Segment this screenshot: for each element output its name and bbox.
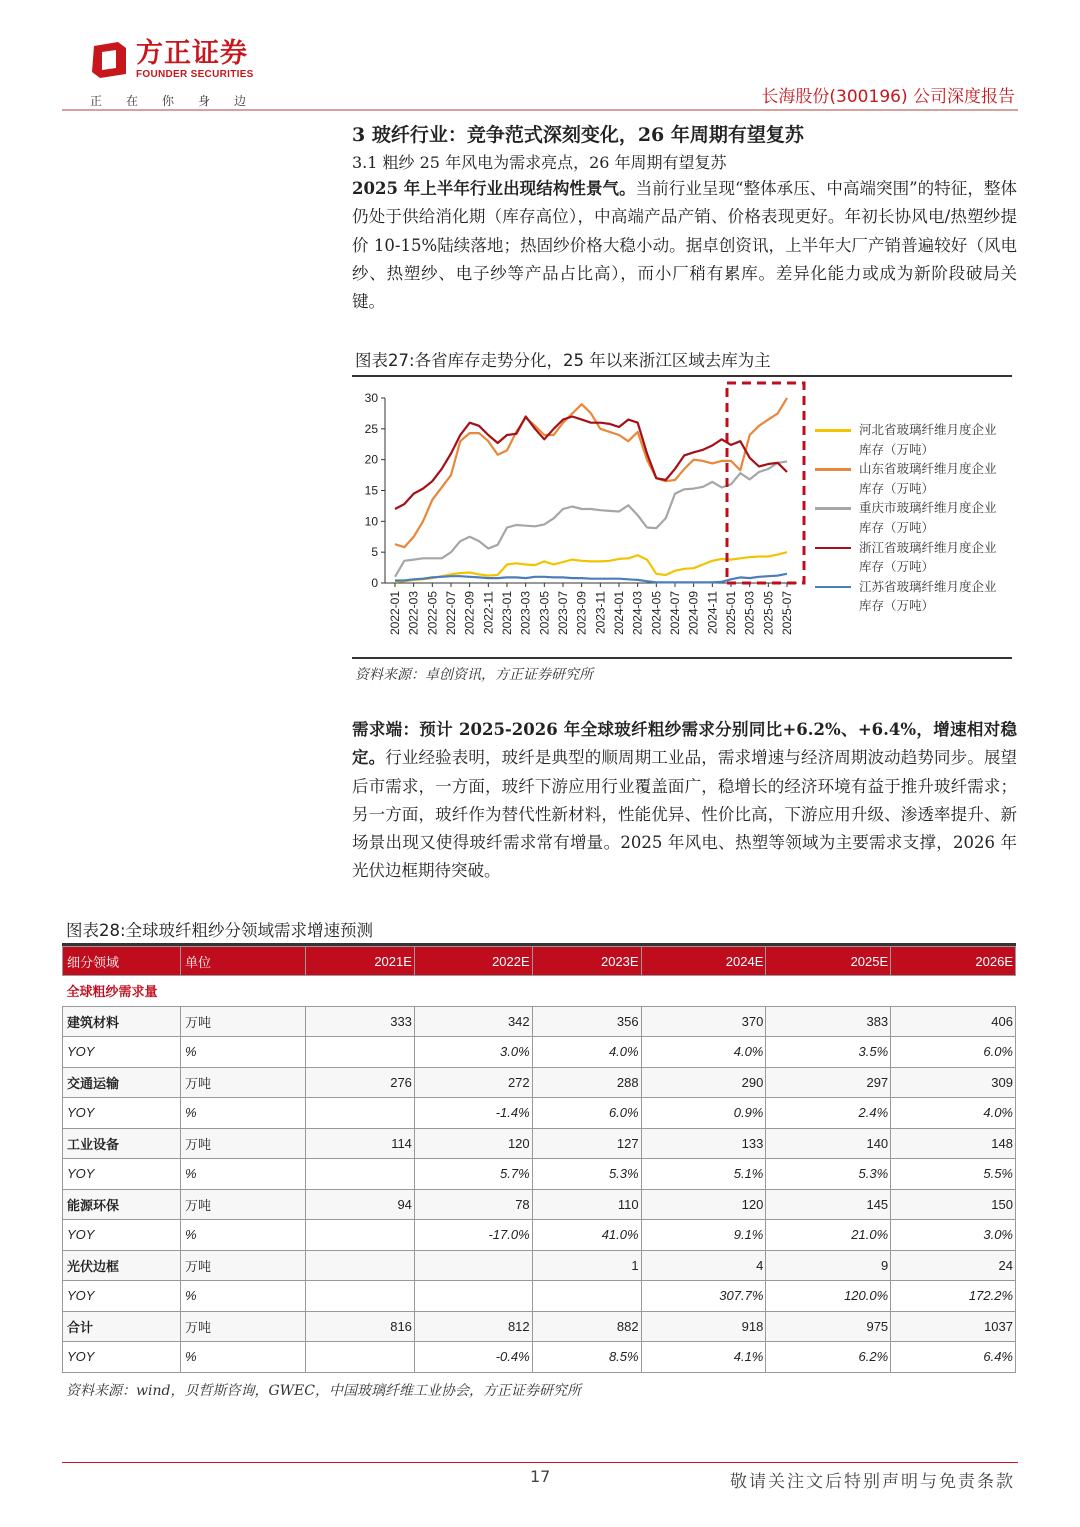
value-cell: 882	[532, 1311, 641, 1342]
value-cell: 342	[414, 1006, 532, 1037]
y-tick-label: 10	[364, 514, 378, 529]
value-cell: 1037	[891, 1311, 1016, 1342]
legend-item	[815, 498, 1005, 537]
legend-label: 浙江省玻璃纤维月度企业库存（万吨）	[859, 539, 997, 575]
legend-item	[815, 459, 1005, 498]
row-label: 光伏边框	[63, 1250, 181, 1281]
table-28-source: 资料来源：wind，贝哲斯咨询，GWEC，中国玻璃纤维工业协会，方正证券研究所	[66, 1383, 581, 1399]
value-cell: 120	[641, 1189, 766, 1220]
row-label: YOY	[63, 1159, 181, 1190]
value-cell: 120.0%	[766, 1281, 891, 1312]
value-cell: 288	[532, 1067, 641, 1098]
column-header: 2023E	[532, 947, 641, 976]
x-tick-label: 2024-03	[630, 591, 645, 636]
x-tick-label: 2022-05	[425, 591, 440, 636]
table-row	[63, 1281, 1016, 1312]
chart-legend	[815, 420, 1005, 616]
paragraph-2-body: 行业经验表明，玻纤是典型的顺周期工业品，需求增速与经济周期波动趋势同步。展望后市需求，一方面，玻纤下游应用行业覆盖面广，稳增长的经济环境有益于推升玻纤需求；另一方面，玻纤作为替代性新材料，性能优异、性价比高，下游应用升级、渗透率提升、新场景出现又使得玻纤需求常有增量。2025 年风电、热塑等领域为主要需求支撑，2026 年光伏边框期待突破。	[352, 748, 1018, 881]
table-row	[63, 1037, 1016, 1068]
column-header: 2021E	[306, 947, 415, 976]
x-tick-label: 2025-05	[761, 591, 776, 636]
x-tick-label: 2024-07	[668, 591, 682, 636]
value-cell: 21.0%	[766, 1220, 891, 1251]
legend-label: 重庆市玻璃纤维月度企业库存（万吨）	[859, 500, 997, 535]
value-cell: 5.3%	[532, 1159, 641, 1190]
x-tick-label: 2023-03	[518, 591, 533, 636]
x-tick-label: 2024-09	[686, 591, 701, 636]
value-cell: 114	[306, 1128, 415, 1159]
value-cell: 94	[306, 1189, 415, 1220]
logo-cn: 方正证券	[136, 37, 248, 69]
column-header: 2024E	[641, 947, 766, 976]
table-header-row	[63, 947, 1016, 976]
value-cell	[414, 1281, 532, 1312]
x-tick-label: 2022-07	[444, 591, 458, 636]
section-label: 全球粗纱需求量	[63, 976, 1016, 1007]
figure-27-title: 图表27:各省库存走势分化，25 年以来浙江区域去库为主	[355, 351, 771, 370]
row-label: YOY	[63, 1037, 181, 1068]
value-cell	[532, 1281, 641, 1312]
report-title: 长海股份(300196) 公司深度报告	[761, 87, 1015, 107]
value-cell: 383	[766, 1006, 891, 1037]
x-tick-label: 2022-03	[406, 591, 421, 636]
legend-label: 江苏省玻璃纤维月度企业库存（万吨）	[859, 578, 997, 614]
value-cell: 276	[306, 1067, 415, 1098]
value-cell: 4.1%	[641, 1342, 766, 1373]
table-row	[63, 1006, 1016, 1037]
table-row	[63, 1220, 1016, 1251]
row-label: YOY	[63, 1281, 181, 1312]
value-cell: 41.0%	[532, 1220, 641, 1251]
table-row	[63, 1250, 1016, 1281]
x-tick-label: 2023-07	[556, 591, 570, 636]
unit-cell: 万吨	[181, 1250, 306, 1281]
value-cell: 0.9%	[641, 1098, 766, 1129]
column-header: 细分领域	[63, 947, 181, 976]
x-tick-label: 2025-01	[724, 591, 738, 636]
header-divider	[62, 109, 1018, 111]
row-label: YOY	[63, 1098, 181, 1129]
figure-27-source: 资料来源：卓创资讯，方正证券研究所	[355, 667, 593, 683]
value-cell: 975	[766, 1311, 891, 1342]
unit-cell: 万吨	[181, 1067, 306, 1098]
company-logo	[88, 38, 254, 80]
figure-top-rule	[352, 375, 1012, 377]
value-cell: 8.5%	[532, 1342, 641, 1373]
table-row	[63, 1128, 1016, 1159]
row-label: 能源环保	[63, 1189, 181, 1220]
row-label: 交通运输	[63, 1067, 181, 1098]
value-cell: 4.0%	[891, 1098, 1016, 1129]
value-cell: 140	[766, 1128, 891, 1159]
logo-mark-icon	[88, 38, 130, 80]
unit-cell: %	[181, 1281, 306, 1312]
y-tick-label: 5	[371, 545, 378, 560]
value-cell: 370	[641, 1006, 766, 1037]
value-cell: 9.1%	[641, 1220, 766, 1251]
value-cell	[414, 1250, 532, 1281]
value-cell: 6.4%	[891, 1342, 1016, 1373]
demand-forecast-table	[62, 946, 1016, 1373]
value-cell: 78	[414, 1189, 532, 1220]
legend-item	[815, 577, 1005, 616]
value-cell	[306, 1220, 415, 1251]
table-row	[63, 1067, 1016, 1098]
section-title: 3 玻纤行业：竞争范式深刻变化，26 年周期有望复苏	[352, 124, 804, 146]
paragraph-1-body: 当前行业呈现“整体承压、中高端突围”的特征，整体仍处于供给消化期（库存高位），中高端产品产销、价格表现更好。年初长协风电/热塑纱提价 10-15%陆续落地；热固纱价格大稳小动。据卓创资讯，上半年大厂产销普遍较好（风电纱、热塑纱、电子纱等产品占比高），而小厂稍有累库。差异化能力或成为新阶段破局关键。	[352, 179, 1017, 312]
paragraph-2-lead: 需求端：预计 2025-2026 年全球玻纤粗纱需求分别同比+6.2%、+6.4%，增速相对稳定。	[352, 720, 1017, 768]
legend-item	[815, 538, 1005, 577]
legend-swatch	[815, 586, 851, 589]
paragraph-2	[352, 716, 1017, 886]
value-cell: 307.7%	[641, 1281, 766, 1312]
column-header: 2026E	[891, 947, 1016, 976]
value-cell: -17.0%	[414, 1220, 532, 1251]
unit-cell: 万吨	[181, 1189, 306, 1220]
y-tick-label: 15	[364, 483, 378, 498]
value-cell	[306, 1250, 415, 1281]
row-label: 建筑材料	[63, 1006, 181, 1037]
legend-swatch	[815, 468, 851, 471]
value-cell	[306, 1281, 415, 1312]
value-cell: 1	[532, 1250, 641, 1281]
value-cell: 5.7%	[414, 1159, 532, 1190]
row-label: YOY	[63, 1220, 181, 1251]
table-row	[63, 1159, 1016, 1190]
value-cell: 6.0%	[532, 1098, 641, 1129]
value-cell	[306, 1098, 415, 1129]
value-cell: 5.5%	[891, 1159, 1016, 1190]
value-cell: 816	[306, 1311, 415, 1342]
x-tick-label: 2022-01	[388, 591, 402, 636]
unit-cell: %	[181, 1220, 306, 1251]
value-cell: 4	[641, 1250, 766, 1281]
value-cell: 3.0%	[891, 1220, 1016, 1251]
x-tick-label: 2025-03	[742, 591, 757, 636]
value-cell: 3.5%	[766, 1037, 891, 1068]
legend-swatch	[815, 507, 851, 510]
x-tick-label: 2022-09	[462, 591, 477, 636]
x-tick-label: 2023-09	[574, 591, 589, 636]
value-cell: 148	[891, 1128, 1016, 1159]
legend-item	[815, 420, 1005, 459]
value-cell: 6.2%	[766, 1342, 891, 1373]
value-cell: 333	[306, 1006, 415, 1037]
value-cell: 918	[641, 1311, 766, 1342]
row-label: 工业设备	[63, 1128, 181, 1159]
legend-label: 河北省玻璃纤维月度企业库存（万吨）	[859, 422, 997, 457]
table-section-row	[63, 976, 1016, 1007]
value-cell: 120	[414, 1128, 532, 1159]
value-cell: 4.0%	[532, 1037, 641, 1068]
unit-cell: %	[181, 1342, 306, 1373]
value-cell: -0.4%	[414, 1342, 532, 1373]
value-cell: 406	[891, 1006, 1016, 1037]
x-tick-label: 2022-11	[481, 591, 496, 635]
y-tick-label: 0	[371, 576, 378, 590]
row-label: YOY	[63, 1342, 181, 1373]
footer-divider	[62, 1462, 1018, 1463]
value-cell: 145	[766, 1189, 891, 1220]
highlight-box	[727, 383, 804, 583]
x-tick-label: 2023-11	[593, 591, 608, 635]
table-row	[63, 1311, 1016, 1342]
value-cell: 4.0%	[641, 1037, 766, 1068]
value-cell: 812	[414, 1311, 532, 1342]
table-row	[63, 1098, 1016, 1129]
value-cell	[306, 1037, 415, 1068]
legend-swatch	[815, 547, 851, 550]
unit-cell: 万吨	[181, 1311, 306, 1342]
unit-cell: %	[181, 1159, 306, 1190]
x-tick-label: 2025-07	[780, 591, 794, 636]
paragraph-1-lead: 2025 年上半年行业出现结构性景气。	[352, 179, 636, 198]
value-cell: 309	[891, 1067, 1016, 1098]
legend-swatch	[815, 429, 851, 432]
table-28-title: 图表28:全球玻纤粗纱分领域需求增速预测	[66, 921, 374, 940]
section-subtitle: 3.1 粗纱 25 年风电为需求亮点，26 年周期有望复苏	[352, 153, 727, 172]
column-header: 单位	[181, 947, 306, 976]
value-cell: 172.2%	[891, 1281, 1016, 1312]
logo-en: FOUNDER SECURITIES	[136, 68, 254, 80]
unit-cell: 万吨	[181, 1128, 306, 1159]
unit-cell: %	[181, 1037, 306, 1068]
figure-bottom-rule	[352, 657, 1012, 659]
paragraph-1	[352, 175, 1017, 316]
value-cell: 133	[641, 1128, 766, 1159]
x-tick-label: 2023-05	[537, 591, 552, 636]
value-cell: 5.3%	[766, 1159, 891, 1190]
inventory-line-chart	[352, 380, 812, 655]
y-tick-label: 20	[364, 452, 378, 467]
value-cell: 356	[532, 1006, 641, 1037]
column-header: 2025E	[766, 947, 891, 976]
value-cell: 2.4%	[766, 1098, 891, 1129]
page-number: 17	[530, 1467, 551, 1486]
value-cell: 272	[414, 1067, 532, 1098]
value-cell: 3.0%	[414, 1037, 532, 1068]
x-tick-label: 2024-11	[705, 591, 720, 635]
y-tick-label: 30	[364, 391, 378, 405]
x-tick-label: 2023-01	[500, 591, 514, 636]
row-label: 合计	[63, 1311, 181, 1342]
table-row	[63, 1189, 1016, 1220]
y-tick-label: 25	[364, 421, 378, 436]
value-cell: 6.0%	[891, 1037, 1016, 1068]
value-cell	[306, 1342, 415, 1373]
value-cell: 127	[532, 1128, 641, 1159]
value-cell: -1.4%	[414, 1098, 532, 1129]
table-row	[63, 1342, 1016, 1373]
value-cell: 110	[532, 1189, 641, 1220]
value-cell: 150	[891, 1189, 1016, 1220]
value-cell: 24	[891, 1250, 1016, 1281]
legend-label: 山东省玻璃纤维月度企业库存（万吨）	[859, 461, 997, 496]
x-tick-label: 2024-05	[649, 591, 664, 636]
x-tick-label: 2024-01	[612, 591, 626, 636]
slogan: 正在你身边	[90, 94, 271, 108]
column-header: 2022E	[414, 947, 532, 976]
value-cell: 297	[766, 1067, 891, 1098]
value-cell: 9	[766, 1250, 891, 1281]
unit-cell: 万吨	[181, 1006, 306, 1037]
value-cell: 290	[641, 1067, 766, 1098]
disclaimer-note: 敬请关注文后特别声明与免责条款	[730, 1472, 1015, 1492]
value-cell: 5.1%	[641, 1159, 766, 1190]
value-cell	[306, 1159, 415, 1190]
unit-cell: %	[181, 1098, 306, 1129]
